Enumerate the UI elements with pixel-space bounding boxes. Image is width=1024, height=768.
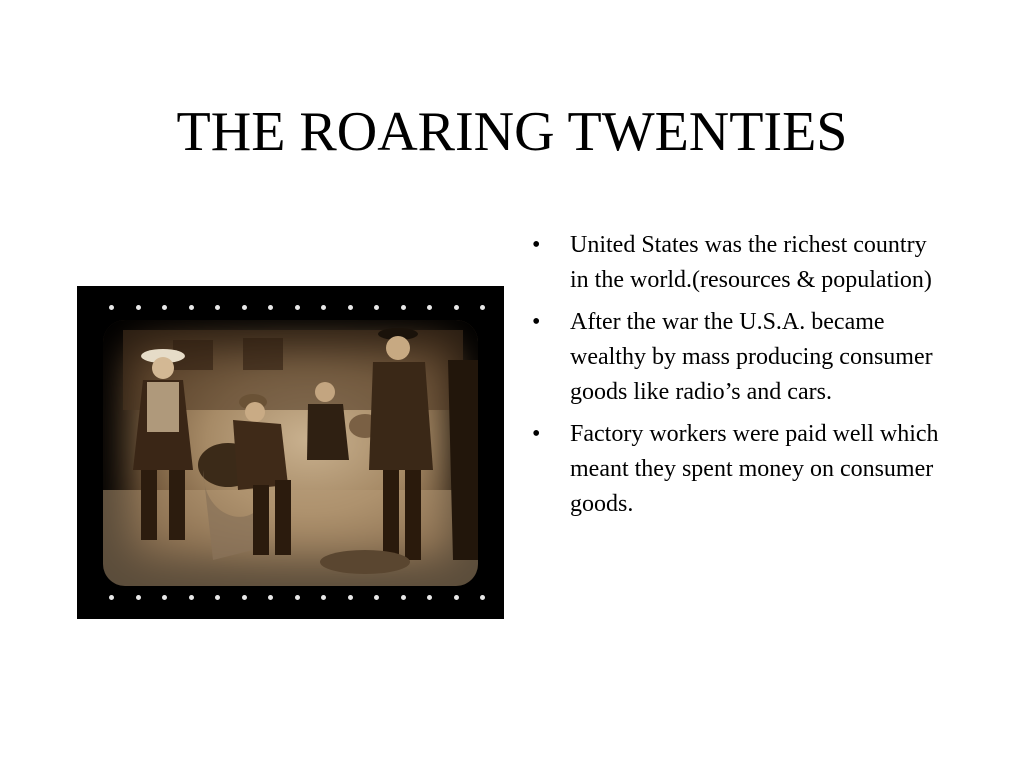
film-photo-frame xyxy=(77,286,504,619)
film-perforation-dot xyxy=(215,305,220,310)
film-perforation-dot xyxy=(136,595,141,600)
film-perforation-dot xyxy=(295,595,300,600)
film-perforation-dot xyxy=(321,305,326,310)
film-perforation-dot xyxy=(348,595,353,600)
film-perforation-dot xyxy=(136,305,141,310)
film-perforations-top xyxy=(77,302,504,314)
film-perforation-dot xyxy=(401,305,406,310)
bullet-list xyxy=(530,228,940,529)
sepia-photo xyxy=(103,320,478,586)
film-perforation-dot xyxy=(268,595,273,600)
bullet-item xyxy=(530,305,940,410)
film-perforation-dot xyxy=(215,595,220,600)
film-perforation-dot xyxy=(480,595,485,600)
bullet-item xyxy=(530,228,940,298)
film-perforation-dot xyxy=(109,305,114,310)
film-perforation-dot xyxy=(454,305,459,310)
bullet-text: Factory workers were paid well which meant they spent money on consumer goods. xyxy=(570,421,939,517)
bullet-dot: • xyxy=(532,309,541,335)
film-perforation-dot xyxy=(401,595,406,600)
film-perforation-dot xyxy=(242,595,247,600)
film-perforation-dot xyxy=(454,595,459,600)
film-perforation-dot xyxy=(268,305,273,310)
film-perforation-dot xyxy=(427,595,432,600)
bullet-text: After the war the U.S.A. became wealthy by mass producing consumer goods like radio’s and cars. xyxy=(570,309,933,405)
bullet-dot: • xyxy=(532,421,541,447)
film-perforation-dot xyxy=(427,305,432,310)
bullet-dot: • xyxy=(532,232,541,258)
film-perforations-bottom xyxy=(77,592,504,604)
film-perforation-dot xyxy=(242,305,247,310)
film-perforation-dot xyxy=(162,595,167,600)
film-perforation-dot xyxy=(480,305,485,310)
film-perforation-dot xyxy=(109,595,114,600)
film-perforation-dot xyxy=(189,305,194,310)
slide-title: THE ROARING TWENTIES xyxy=(176,101,848,163)
film-perforation-dot xyxy=(162,305,167,310)
sepia-photo-figures xyxy=(103,320,478,586)
film-perforation-dot xyxy=(374,305,379,310)
bullet-text: United States was the richest country in the world.(resources & population) xyxy=(570,232,932,293)
film-perforation-dot xyxy=(189,595,194,600)
film-perforation-dot xyxy=(348,305,353,310)
film-perforation-dot xyxy=(321,595,326,600)
film-perforation-dot xyxy=(295,305,300,310)
film-perforation-dot xyxy=(374,595,379,600)
bullet-item xyxy=(530,417,940,522)
